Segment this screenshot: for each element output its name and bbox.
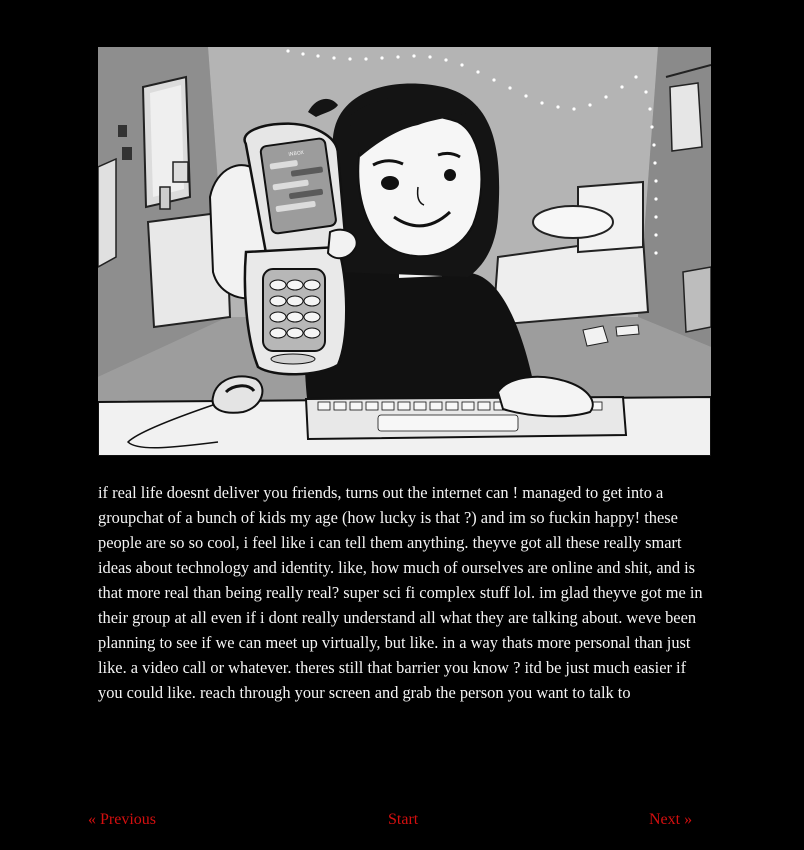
story-caption: if real life doesnt deliver you friends, turns out the internet can ! managed to get into a groupchat of a bunch of kids my age (how lucky is that ?) and im so fuckin happy! these people are so so cool, i feel like i can tell them anything. theyve got all these really smart ideas about technology and identity. like, how much of ourselves are online and shit, and is that more real than being really real? super sci fi complex stuff lol. im glad theyve got me in their group at all even if i dont really understand all what they are talking about. weve been planning to see if we can meet up virtually, but like. in a way thats more personal than just like. a video call or whatever. theres still that barrier you know ? itd be just much easier if you could like. reach through your screen and grab the person you want to talk to bbox=[98, 483, 703, 702]
next-page-link[interactable]: Next » bbox=[649, 811, 693, 828]
comic-illustration bbox=[98, 47, 711, 456]
comic-panel bbox=[98, 47, 711, 456]
previous-page-link[interactable]: « Previous bbox=[88, 811, 156, 828]
start-page-link[interactable]: Start bbox=[388, 811, 419, 828]
phone-inbox-header: INBOX bbox=[288, 149, 305, 158]
